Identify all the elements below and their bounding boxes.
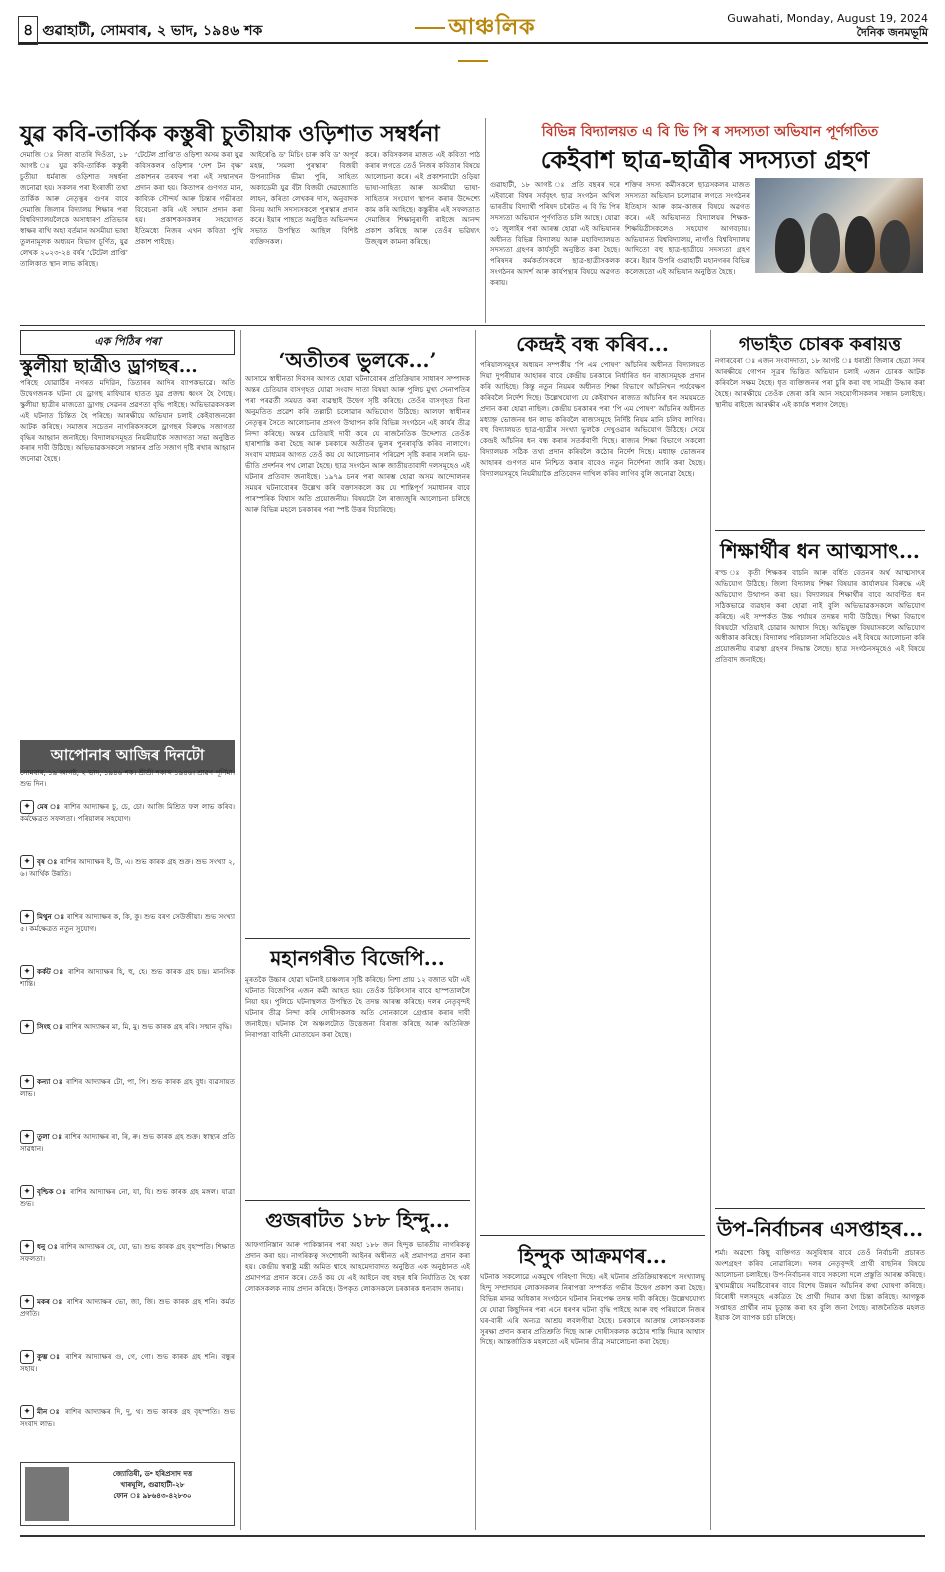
upanirbachan-headline: উপ-নিৰ্বাচনৰ এসপ্তাহৰ... bbox=[716, 1217, 924, 1241]
ganja-headline: গভাইত চোৰক কৰায়ত্ত bbox=[738, 334, 902, 355]
zodiac-icon: ✦ bbox=[20, 965, 34, 979]
school-body: পৰিছে যোৱাৰ্ঠিৰ নগৰত মদিরিন, ডিতাৰৰ আদিৰ ব্যাপকভাৱে। অতি উদ্বেগজনক ঘটনা যে ড্ৰাগছ মাফিয়াৰ হাতত যুৱ প্ৰজন্ম ধ্বংস হৈ গৈছে। স্কুলীয়া ছাত্ৰীৰ মাজতো ড্ৰাগছ সেৱনৰ প্ৰৱণতা বৃদ্ধি পাইছে। অভিভাৱকসকল এই ঘটনাত চিন্তিত হৈ পৰিছে। আৰক্ষীয়ে অভিযান চলাই কেইবাজনকো আটক কৰিছে। সমাজৰ সচেতন নাগৰিকসকলে ড্ৰাগছৰ বিৰুদ্ধে সজাগতা বৃদ্ধিৰ আহ্বান জনাইছে। বিদ্যালয়সমূহত নিয়মীয়াকৈ সজাগতা সভা অনুষ্ঠিত কৰাৰ দাবী উঠিছে। অভিভাৱকসকলে সন্তানৰ প্ৰতি সজাগ দৃষ্টি ৰখাৰ আহ্বান জনোৱা হৈছে। bbox=[20, 378, 235, 464]
horoscope-sign bbox=[20, 1075, 235, 1127]
zodiac-icon: ✦ bbox=[20, 800, 34, 814]
sign-text: ৰাশিৰ আদ্যাক্ষৰ ৰা, ৰি, ৰু। শুভ কাৰক গ্ৰহ শুক্ৰ। স্বাস্থ্যৰ প্ৰতি সাৱধান। bbox=[20, 1132, 235, 1153]
kendra-headline: কেন্দ্ৰই বন্ধ কৰিব... bbox=[516, 332, 669, 356]
sign-text: ৰাশিৰ আদ্যাক্ষৰ গু, গে, গো। শুভ কাৰক গ্ৰহ শনি। বন্ধুৰ সহায়। bbox=[20, 1352, 235, 1373]
membership-headline: কেইবাশ ছাত্ৰ-ছাত্ৰীৰ সদস্যতা গ্ৰহণ bbox=[540, 145, 870, 174]
zodiac-icon: ✦ bbox=[20, 910, 34, 924]
horoscope-sign bbox=[20, 1240, 235, 1292]
sign-name: কুম্ভ ঃ bbox=[37, 1352, 66, 1361]
students-photo bbox=[755, 178, 923, 273]
shikkhak-headline: শিক্ষাৰ্থীৰ ধন আত্মসাৎ... bbox=[720, 539, 920, 563]
sign-name: মীন ঃ bbox=[37, 1407, 65, 1416]
sign-name: তুলা ঃ bbox=[37, 1132, 65, 1141]
horoscope-title: আপোনাৰ আজিৰ দিনটো bbox=[20, 740, 235, 773]
gujarat-headline: গুজৰাটত ১৮৮ হিন্দু... bbox=[265, 1208, 450, 1232]
astrologer-box bbox=[20, 1462, 235, 1526]
horoscope-sign bbox=[20, 800, 235, 852]
sign-name: বৃষ ঃ bbox=[37, 857, 60, 866]
upanirbachan-body: শৰ্মা। অৱশ্যে কিছু ব্যক্তিগত অসুবিধাৰ বাবে তেওঁ নিৰ্বাচনী প্ৰচাৰত অংশগ্ৰহণ কৰিব নোৱাৰিলে। দলৰ নেতৃবৃন্দই প্ৰাৰ্থী বাছনিৰ বিষয়ে আলোচনা চলাইছে। উপ-নিৰ্বাচনৰ বাবে সকলো দলে প্ৰস্তুতি আৰম্ভ কৰিছে। মুখ্যমন্ত্ৰীয়ে সমষ্টিবোৰৰ বাবে বিশেষ উন্নয়ন আঁচনিৰ কথা ঘোষণা কৰিছে। বিৰোধী দলসমূহে একত্ৰিত হৈ প্ৰাৰ্থী দিয়াৰ কথা চিন্তা কৰিছে। আগন্তুক সপ্তাহত প্ৰাৰ্থীৰ নাম চূড়ান্ত কৰা হব বুলি জনা গৈছে। ৰাজনৈতিক মহলত ইয়াক লৈ ব্যাপক চৰ্চা চলিছে। bbox=[715, 1248, 925, 1323]
horoscope-sign bbox=[20, 1130, 235, 1182]
zodiac-icon: ✦ bbox=[20, 1130, 34, 1144]
sign-text: ৰাশিৰ আদ্যাক্ষৰ ক, কি, কু। শুভ বৰণ সেউজীয়া। শুভ সংখ্যা ৫। কৰ্মক্ষেত্ৰত নতুন সুযোগ। bbox=[20, 912, 235, 933]
horoscope-sign bbox=[20, 855, 235, 907]
school-headline: স্কুলীয়া ছাত্ৰীও ড্ৰাগছৰ... bbox=[20, 356, 198, 377]
zodiac-icon: ✦ bbox=[20, 1350, 34, 1364]
zodiac-icon: ✦ bbox=[20, 1020, 34, 1034]
hindu-headline: হিন্দুক আক্ৰমণৰ... bbox=[518, 1244, 667, 1268]
ganja-body: নগাৰবেৰা ঃ এজন সংবাদদাতা, ১৮ আগষ্ট ঃ ধৰাশ্ৰী জিলাৰ ছেত্ৰা সদৰ আৰক্ষীয়ে গোপন সূত্ৰৰ ভিত্তিত অভিযান চলাই এজন চোৰক আটক কৰিবলৈ সক্ষম হৈছে। ধৃত ব্যক্তিজনৰ পৰা চুৰি কৰা বহু সামগ্ৰী উদ্ধাৰ কৰা হৈছে। আৰক্ষীয়ে তেওঁক জেৰা কৰি আন সহযোগীসকলৰ সন্ধান চলাইছে। স্থানীয় ৰাইজে আৰক্ষীৰ এই কাৰ্যক শলাগ লৈছে। bbox=[715, 356, 925, 409]
sign-text: ৰাশিৰ আদ্যাক্ষৰ যে, যো, ভা। শুভ কাৰক গ্ৰহ বৃহস্পতি। শিক্ষাত সফলতা। bbox=[20, 1242, 235, 1263]
issue-line: গুৱাহাটী, সোমবাৰ, ২ ভাদ, ১৯৪৬ শক bbox=[42, 23, 263, 39]
page-number: ৪ গুৱাহাটী, সোমবাৰ, ২ ভাদ, ১৯৪৬ শক bbox=[18, 16, 262, 45]
section-tag: এক পিঠিৰ পৰা bbox=[20, 330, 235, 355]
lead-col-3: আইৰেঙি ড' মিচিং চাৰু কবি ড' অপূৰ্ব মহন্ত, ‘সমলা পুৰস্কাৰ’ বিজয়ী উপন্যাসিক ভীমা পুৰি, সাহিত্য অকাডেমী যুৱ বঁটা বিজয়ী দেৱজ্যোতি লাহন, কৰিতা লেখকৰ দাস, অনুবাদক বিনয় আদি সদস্যসকলে পুৰস্কাৰ প্ৰদান কৰে। ইয়াৰ পাছতে অনুষ্ঠিত অভিনন্দন সভাত উপস্থিত আছিল বিশিষ্ট ব্যক্তিসকল। bbox=[250, 150, 358, 247]
atitor-headline: ‘অতীতৰ ভুলকে...’ bbox=[278, 348, 437, 372]
horoscope-sign bbox=[20, 1185, 235, 1237]
zodiac-icon: ✦ bbox=[20, 855, 34, 869]
horoscope-intro: সোমবাৰ, ১৯ আগষ্ট, ২ ভাদ, ১৯৪৬ শক। শ্ৰীশ্ৰী শকাব্দ ১৯৪৬। শ্ৰাৱণ পূৰ্ণিমা। শুভ দিন। bbox=[20, 768, 235, 788]
sign-text: ৰাশিৰ আদ্যাক্ষৰ দি, দু, থ। শুভ কাৰক গ্ৰহ বৃহস্পতি। শুভ সংবাদ লাভ। bbox=[20, 1407, 235, 1428]
horoscope-sign bbox=[20, 1295, 235, 1347]
sign-text: ৰাশিৰ আদ্যাক্ষৰ ভো, জা, জি। শুভ কাৰক গ্ৰহ শনি। কৰ্মত প্ৰগতি। bbox=[20, 1297, 235, 1318]
astrologer-info: জ্যোতিষী, ড॰ হৰিপ্ৰসাদ দত্ত খাৰঘূলি, গুৱাহাটী-২৮ ফোন ঃ ৯৮৬৪৩-৪২৮৩০ bbox=[112, 1469, 193, 1500]
atitor-body: আসামে স্বাধীনতা দিবসৰ আগত হোৱা ঘটনাবোৰৰ প্ৰতিক্ৰিয়াৰ সাধাৰণ সম্পাদক অন্তৰ চেতিয়াৰ বাসগৃহত যোৱা সংবাদ দাতা বিষয়া আৰু পুলিচ মুখ্য সেনাপতিৰ পৰা পৰৱৰ্তী সময়ত কৰা ব্যৱস্থাই উদ্বেগ সৃষ্টি কৰিছে। তেওঁৰ বাসগৃহত বিনা অনুমতিত প্ৰৱেশ কৰি তল্লাচী চলোৱাৰ অভিযোগ উঠিছে। আলফা স্বাধীনৰ নেতৃত্বৰ সৈতে আলোচনাৰ প্ৰসংগ উত্থাপন কৰি বিভিন্ন সংগঠনে এই কাৰ্যৰ তীব্ৰ নিন্দা কৰিছে। অন্তৰ চেতিয়াই দাবী কৰে যে ৰাজনৈতিক উদ্দেশ্যত তেওঁক হাৰাশাস্তি কৰা হৈছে আৰু চৰকাৰে অতীতৰ ভুলৰ পুনৰাবৃত্তি কৰিব নালাগে। সংবাদ মাধ্যমৰ আগত তেওঁ কয় যে আলোচনাৰ পৰিৱেশ সৃষ্টি কৰাৰ সলনি ভয়-ভীতি প্ৰদৰ্শনৰ পথ লোৱা হৈছে। ছাত্ৰ সংগঠন আৰু জাতীয়তাবাদী দলসমূহেও এই ঘটনাৰ প্ৰতিবাদ জনাইছে। ১৯৭৯ চনৰ পৰা আৰম্ভ হোৱা অসম আন্দোলনৰ সময়ৰ ঘটনাবোৰৰ উল্লেখ কৰি বক্তাসকলে কয় যে শান্তিপূৰ্ণ সমাধানৰ বাবে পাৰস্পৰিক বিশ্বাস অতি প্ৰয়োজনীয়। বিষয়টো লৈ ৰাজ্যজুৰি আলোচনা চলিছে আৰু বিভিন্ন মহলে চৰকাৰৰ পৰা স্পষ্ট উত্তৰ বিচাৰিছে। bbox=[245, 374, 470, 514]
horoscope-list bbox=[20, 800, 235, 1460]
zodiac-icon: ✦ bbox=[20, 1405, 34, 1419]
sign-name: সিংহ ঃ bbox=[37, 1022, 66, 1031]
zodiac-icon: ✦ bbox=[20, 1240, 34, 1254]
zodiac-icon: ✦ bbox=[20, 1295, 34, 1309]
lead-col-4: কৰে। কবিসকলৰ মাজত এই কবিতা পাঠ কৰাৰ লগতে তেওঁ নিজৰ কবিতাৰ বিষয়ে আলোচনা কৰে। এই প্ৰকাশনাটো ওড়িয়া ভাষা-সাহিত্য আৰু অসমীয়া ভাষা-সাহিত্যৰ সংযোগ স্থাপন কৰাৰ উদ্দেশ্যে কাম কৰি আহিছে। কস্তুৰীৰ এই সফলতাত দেমাজিৰ শিক্ষানুৰাগী ৰাইজে আনন্দ প্ৰকাশ কৰিছে আৰু তেওঁৰ ভৱিষ্যৎ উজ্জ্বল কামনা কৰিছে। bbox=[365, 150, 480, 247]
sign-name: মিথুন ঃ bbox=[37, 912, 67, 921]
shikkhak-body: ৰ'ল্ড ঃ কৃতী শিক্ষকৰ বাচনি আৰু বৰ্ধিত বেতনৰ অৰ্থ আত্মসাৎৰ অভিযোগ উঠিছে। জিলা বিদ্যালয় শিক্ষা বিষয়াৰ কাৰ্যালয়ৰ বিৰুদ্ধে এই অভিযোগ উত্থাপন কৰা হয়। বিদ্যালয়ৰ শিক্ষাৰ্থীৰ বাবে আবণ্টিত ধন সঠিকভাৱে ব্যৱহাৰ কৰা হোৱা নাই বুলি অভিভাৱকসকলে অভিযোগ কৰিছে। এই সম্পৰ্কত উচ্চ পৰ্যায়ৰ তদন্তৰ দাবী উঠিছে। শিক্ষা বিভাগে বিষয়টো খতিয়াই চোৱাৰ আশ্বাস দিছে। অভিযুক্ত বিষয়াসকলে অভিযোগ অস্বীকাৰ কৰিছে। বিদ্যালয় পৰিচালনা সমিতিয়েও এই বিষয়ে আলোচনা কৰি প্ৰয়োজনীয় ব্যৱস্থা গ্ৰহণৰ সিদ্ধান্ত লৈছে। ছাত্ৰ সংগঠনসমূহেও এই বিষয়ে প্ৰতিবাদ জনাইছে। bbox=[715, 568, 925, 665]
masthead bbox=[18, 10, 928, 44]
kendra-body: পৰিয়ালসমূহৰ অধ্যয়ন সম্পৰ্কীয় ‘পি এম পোষণ’ আঁচনিৰ অধীনত বিদ্যালয়ত দিয়া দুপৰীয়াৰ আহাৰৰ বাবে কেন্দ্ৰীয় চৰকাৰে নিৰ্ধাৰিত ধন ৰাজ্যসমূহক প্ৰদান কৰি আহিছে। কিন্তু নতুন নিয়মৰ অধীনত শিক্ষা বিভাগে আঁচনিখন পৰ্যবেক্ষণ কৰিবলৈ নিৰ্দেশ দিছে। উল্লেখযোগ্য যে কেইবাখন ৰাজ্যত আঁচনিৰ ধন সময়মতে প্ৰদান কৰা হোৱা নাছিল। কেন্দ্ৰীয় চৰকাৰৰ পৰা ‘পি এম পোষণ’ আঁচনিৰ অধীনত মধ্যাহ্ন ভোজনৰ ধন লাভ কৰিবলৈ ৰাজ্যসমূহে নিৰ্দিষ্ট নিয়ম মানি চলিব লাগিব। বহু বিদ্যালয়ত ছাত্ৰ-ছাত্ৰীৰ সংখ্যা ভুলকৈ দেখুওৱাৰ অভিযোগ উঠিছে। সেয়ে কেন্দ্ৰই আঁচনিৰ ধন বন্ধ কৰাৰ সতৰ্কবাণী দিছে। ৰাজ্যৰ শিক্ষা বিভাগে সকলো বিদ্যালয়ক সঠিক তথ্য প্ৰদান কৰিবলৈ কঠোৰ নিৰ্দেশ দিছে। মধ্যাহ্ন ভোজনৰ আহাৰৰ গুণগত মান নিশ্চিত কৰাৰ বাবেও নতুন নিৰ্দেশনা জাৰি কৰা হৈছে। বিদ্যালয়সমূহে নিয়মীয়াকৈ প্ৰতিবেদন দাখিল কৰিব লাগিব বুলি জনোৱা হৈছে। bbox=[480, 360, 705, 479]
horoscope-sign bbox=[20, 910, 235, 962]
hindu-body: ঘটনাক সকলোৱে একমুখে গৰিহণা দিছে। এই ঘটনাৰ প্ৰতিক্ৰিয়াস্বৰূপে সংখ্যালঘু হিন্দু সম্প্ৰদায়ৰ লোকসকলৰ নিৰাপত্তা সম্পৰ্কত গভীৰ উদ্বেগ প্ৰকাশ কৰা হৈছে। বিভিন্ন মানৱ অধিকাৰ সংগঠনে ঘটনাৰ নিৰপেক্ষ তদন্ত দাবী কৰিছে। উল্লেখযোগ্য যে যোৱা কিছুদিনৰ পৰা এনে ধৰণৰ ঘটনা বৃদ্ধি পাইছে আৰু বহু পৰিয়ালে নিজৰ ঘৰ-বাৰী এৰি অন্যত্ৰ আশ্ৰয় লবলগীয়া হৈছে। চৰকাৰে আক্ৰান্ত লোকসকলক সুৰক্ষা প্ৰদান কৰাৰ প্ৰতিশ্ৰুতি দিছে আৰু দোষীসকলক কঠোৰ শাস্তি দিয়াৰ আশ্বাস দিছে। আন্তৰ্জাতিক মহলতো এই ঘটনাৰ তীব্ৰ সমালোচনা কৰা হৈছে। bbox=[480, 1272, 705, 1347]
mohanagar-headline: মহানগৰীত বিজেপি... bbox=[270, 946, 445, 970]
sign-name: কৰ্কট ঃ bbox=[37, 967, 68, 976]
english-date: Guwahati, Monday, August 19, 2024 bbox=[727, 12, 928, 25]
sign-name: বৃশ্চিক ঃ bbox=[37, 1187, 71, 1196]
sign-name: মকৰ ঃ bbox=[37, 1297, 67, 1306]
mohanagar-body: মূৰতকৈ উচ্চাৰ হোৱা ঘটনাই চাঞ্চল্যৰ সৃষ্টি কৰিছে। নিশা প্ৰায় ১২ বজাত ঘটা এই ঘটনাত বিজেপিৰ এজন কৰ্মী আহত হয়। তেওঁক চিকিৎসাৰ বাবে হাস্পতাললৈ নিয়া হয়। পুলিচে ঘটনাস্থলত উপস্থিত হৈ তদন্ত আৰম্ভ কৰিছে। দলৰ নেতৃবৃন্দই ঘটনাৰ তীব্ৰ নিন্দা কৰি দোষীসকলক অতি সোনকালে গ্ৰেপ্তাৰ কৰাৰ দাবী জনাইছে। ঘটনাক লৈ অঞ্চলটোত উত্তেজনা বিৰাজ কৰিছে আৰু অতিৰিক্ত নিৰাপত্তা বাহিনী মোতায়েন কৰা হৈছে। bbox=[245, 975, 470, 1039]
paper-name: দৈনিক জনমভূমি bbox=[856, 26, 928, 39]
sign-name: মেষ ঃ bbox=[37, 802, 65, 811]
lead-headline: যুৱ কবি-তাৰ্কিক কস্তুৰী চুতীয়াক ওড়িশাত সম্বৰ্ধনা bbox=[20, 121, 440, 147]
membership-col-1: গুৱাহাটী, ১৮ আগষ্ট ঃ প্ৰতি বছৰৰ দৰে এইবাৰো বিশ্বৰ সৰ্ববৃহৎ ছাত্ৰ সংগঠন অখিল ভাৰতীয় বিদ্যাৰ্থী পৰিষদ চৰৈটত এ বি ভি পিৰ সদস্যতা অভিযান পূৰ্ণগতিত চলি আছে। যোৱা ৩১ জুলাইৰ পৰা আৰম্ভ হোৱা এই অভিযানৰ অধীনত বিভিন্ন বিদ্যালয় আৰু মহাবিদ্যালয়ত সদস্যতা গ্ৰহণৰ কাৰ্যসূচী অনুষ্ঠিত কৰা হৈছে। পৰিষদৰ কৰ্মকৰ্তাসকলে ছাত্ৰ-ছাত্ৰীসকলক সংগঠনৰ আদৰ্শ আৰু কাৰ্যপন্থাৰ বিষয়ে অৱগত কৰায়। bbox=[490, 180, 620, 288]
sign-text: ৰাশিৰ আদ্যাক্ষৰ নো, যা, যি। শুভ কাৰক গ্ৰহ মঙ্গল। যাত্ৰা শুভ। bbox=[20, 1187, 235, 1208]
astrologer-photo bbox=[25, 1467, 69, 1521]
membership-col-2: শক্তিৰ সদস্য কৰ্মীসকলে ছাত্ৰসকলৰ মাজত সদস্যতা অভিযান চলোৱাৰ লগতে সংগঠনৰ ইতিহাস আৰু কাম-কাজৰ বিষয়ে অৱগত কৰে। এই অভিযানত বিদ্যালয়ৰ শিক্ষক-শিক্ষয়িত্ৰীসকলেও সহযোগ আগবঢ়ায়। অভিযানত বিশ্ববিদ্যালয়, নাগাঁও বিশ্ববিদ্যালয় আদিতো বহু ছাত্ৰ-ছাত্ৰীয়ে সদস্যতা গ্ৰহণ কৰে। ইয়াৰ উপৰি গুৱাহাটী মহানগৰৰ বিভিন্ন কলেজতো এই অভিযান অনুষ্ঠিত হৈছে। bbox=[625, 180, 750, 277]
dateline bbox=[727, 12, 928, 40]
newspaper-logo: আঞ্চলিক bbox=[398, 10, 548, 73]
sign-text: ৰাশিৰ আদ্যাক্ষৰ ই, উ, এ। শুভ কাৰক গ্ৰহ শুক্ৰ। শুভ সংখ্যা ২, ৬। আৰ্থিক উন্নতি। bbox=[20, 857, 235, 878]
sign-text: ৰাশিৰ আদ্যাক্ষৰ মা, মি, মু। শুভ কাৰক গ্ৰহ ৰবি। সন্মান বৃদ্ধি। bbox=[65, 1022, 232, 1031]
gujarat-body: আফগানিস্তান আৰু পাকিস্তানৰ পৰা অহা ১৮৮ জন হিন্দুক ভাৰতীয় নাগৰিকত্ব প্ৰদান কৰা হয়। নাগৰিকত্ব সংশোধনী আইনৰ অধীনত এই প্ৰমাণপত্ৰ প্ৰদান কৰা হয়। কেন্দ্ৰীয় স্বৰাষ্ট্ৰ মন্ত্ৰী অমিত শ্বাহে আহমেদাবাদত অনুষ্ঠিত এক অনুষ্ঠানত এই প্ৰমাণপত্ৰ প্ৰদান কৰে। তেওঁ কয় যে এই আইনে বহু বছৰ ধৰি নিৰ্যাতিত হৈ থকা লোকসকলক ন্যায় প্ৰদান কৰিছে। উপকৃত লোকসকলে চৰকাৰক ধন্যবাদ জনায়। bbox=[245, 1240, 470, 1293]
horoscope-sign bbox=[20, 965, 235, 1017]
horoscope-sign bbox=[20, 1020, 235, 1072]
zodiac-icon: ✦ bbox=[20, 1185, 34, 1199]
sign-name: কন্যা ঃ bbox=[37, 1077, 66, 1086]
horoscope-sign bbox=[20, 1350, 235, 1402]
lead-col-2: ‘টেটেল প্ৰাপ্তি’ত ওড়িশা অসম কৰা যুৱ কবিসকলৰ ওড়িশাৰ ‘দেশ টন বৃক্ষ’ প্ৰকাশনৰ তৰফৰ পৰা এই সন্মানখন প্ৰদান কৰা হয়। কিতাপৰ গুণগত মান, কাব্যিক সৌন্দৰ্য আৰু চিন্তাৰ গভীৰতা বিবেচনা কৰি এই সন্মান প্ৰদান কৰা হয়। প্ৰকাশকসকলৰ সহযোগত ইতিমধ্যে নিজৰ এখন কবিতা পুথি প্ৰকাশ পাইছে। bbox=[135, 150, 243, 247]
sign-name: ধনু ঃ bbox=[37, 1242, 61, 1251]
sign-text: ৰাশিৰ আদ্যাক্ষৰ টো, পা, পি। শুভ কাৰক গ্ৰহ বুধ। ব্যৱসায়ত লাভ। bbox=[20, 1077, 235, 1098]
horoscope-sign bbox=[20, 1405, 235, 1457]
lead-col-1: দেমাজি ঃ নিজা বাতৰি দিওঁতা, ১৮ আগষ্ট ঃ যুৱ কবি-তাৰ্কিক কস্তুৰী চুতীয়া ধৰ্মৰাজ ওড়িশাত সম্বৰ্ধনা জনোৱা হয়। সকলৰ পৰা ইংৰাজী তথা তাৰ্কিক আৰু নেতৃত্বৰ গুণৰ বাবে দেমাজি জিলাৰ বিদ্যালয় শিক্ষাৰ পৰা বিশ্ববিদ্যালয়লৈকে অসাধাৰণ প্ৰতিভাৰ স্বাক্ষৰ ৰাখি অহা বৰ্তমান অসমীয়া ভাষা তুলনামূলক অধ্যয়ন বিভাগ চূৰ্ণিত, যুৱ লেখক ২০২৩-২৪ বৰ্ষৰ ‘টেটেল প্ৰাপ্তি’ তালিকাত স্থান লাভ কৰিছে। bbox=[20, 150, 128, 269]
zodiac-icon: ✦ bbox=[20, 1075, 34, 1089]
membership-kicker: বিভিন্ন বিদ্যালয়ত এ বি ভি পি ৰ সদস্যতা অভিযান পূৰ্ণগতিত bbox=[541, 124, 879, 140]
sign-text: ৰাশিৰ আদ্যাক্ষৰ চু, চে, চো। আজি মিশ্ৰিত ফল লাভ কৰিব। কৰ্মক্ষেত্ৰত সফলতা। পৰিয়ালৰ সহযোগ। bbox=[20, 802, 235, 823]
sign-text: ৰাশিৰ আদ্যাক্ষৰ হি, হু, হে। শুভ কাৰক গ্ৰহ চন্দ্ৰ। মানসিক শান্তি। bbox=[20, 967, 235, 988]
